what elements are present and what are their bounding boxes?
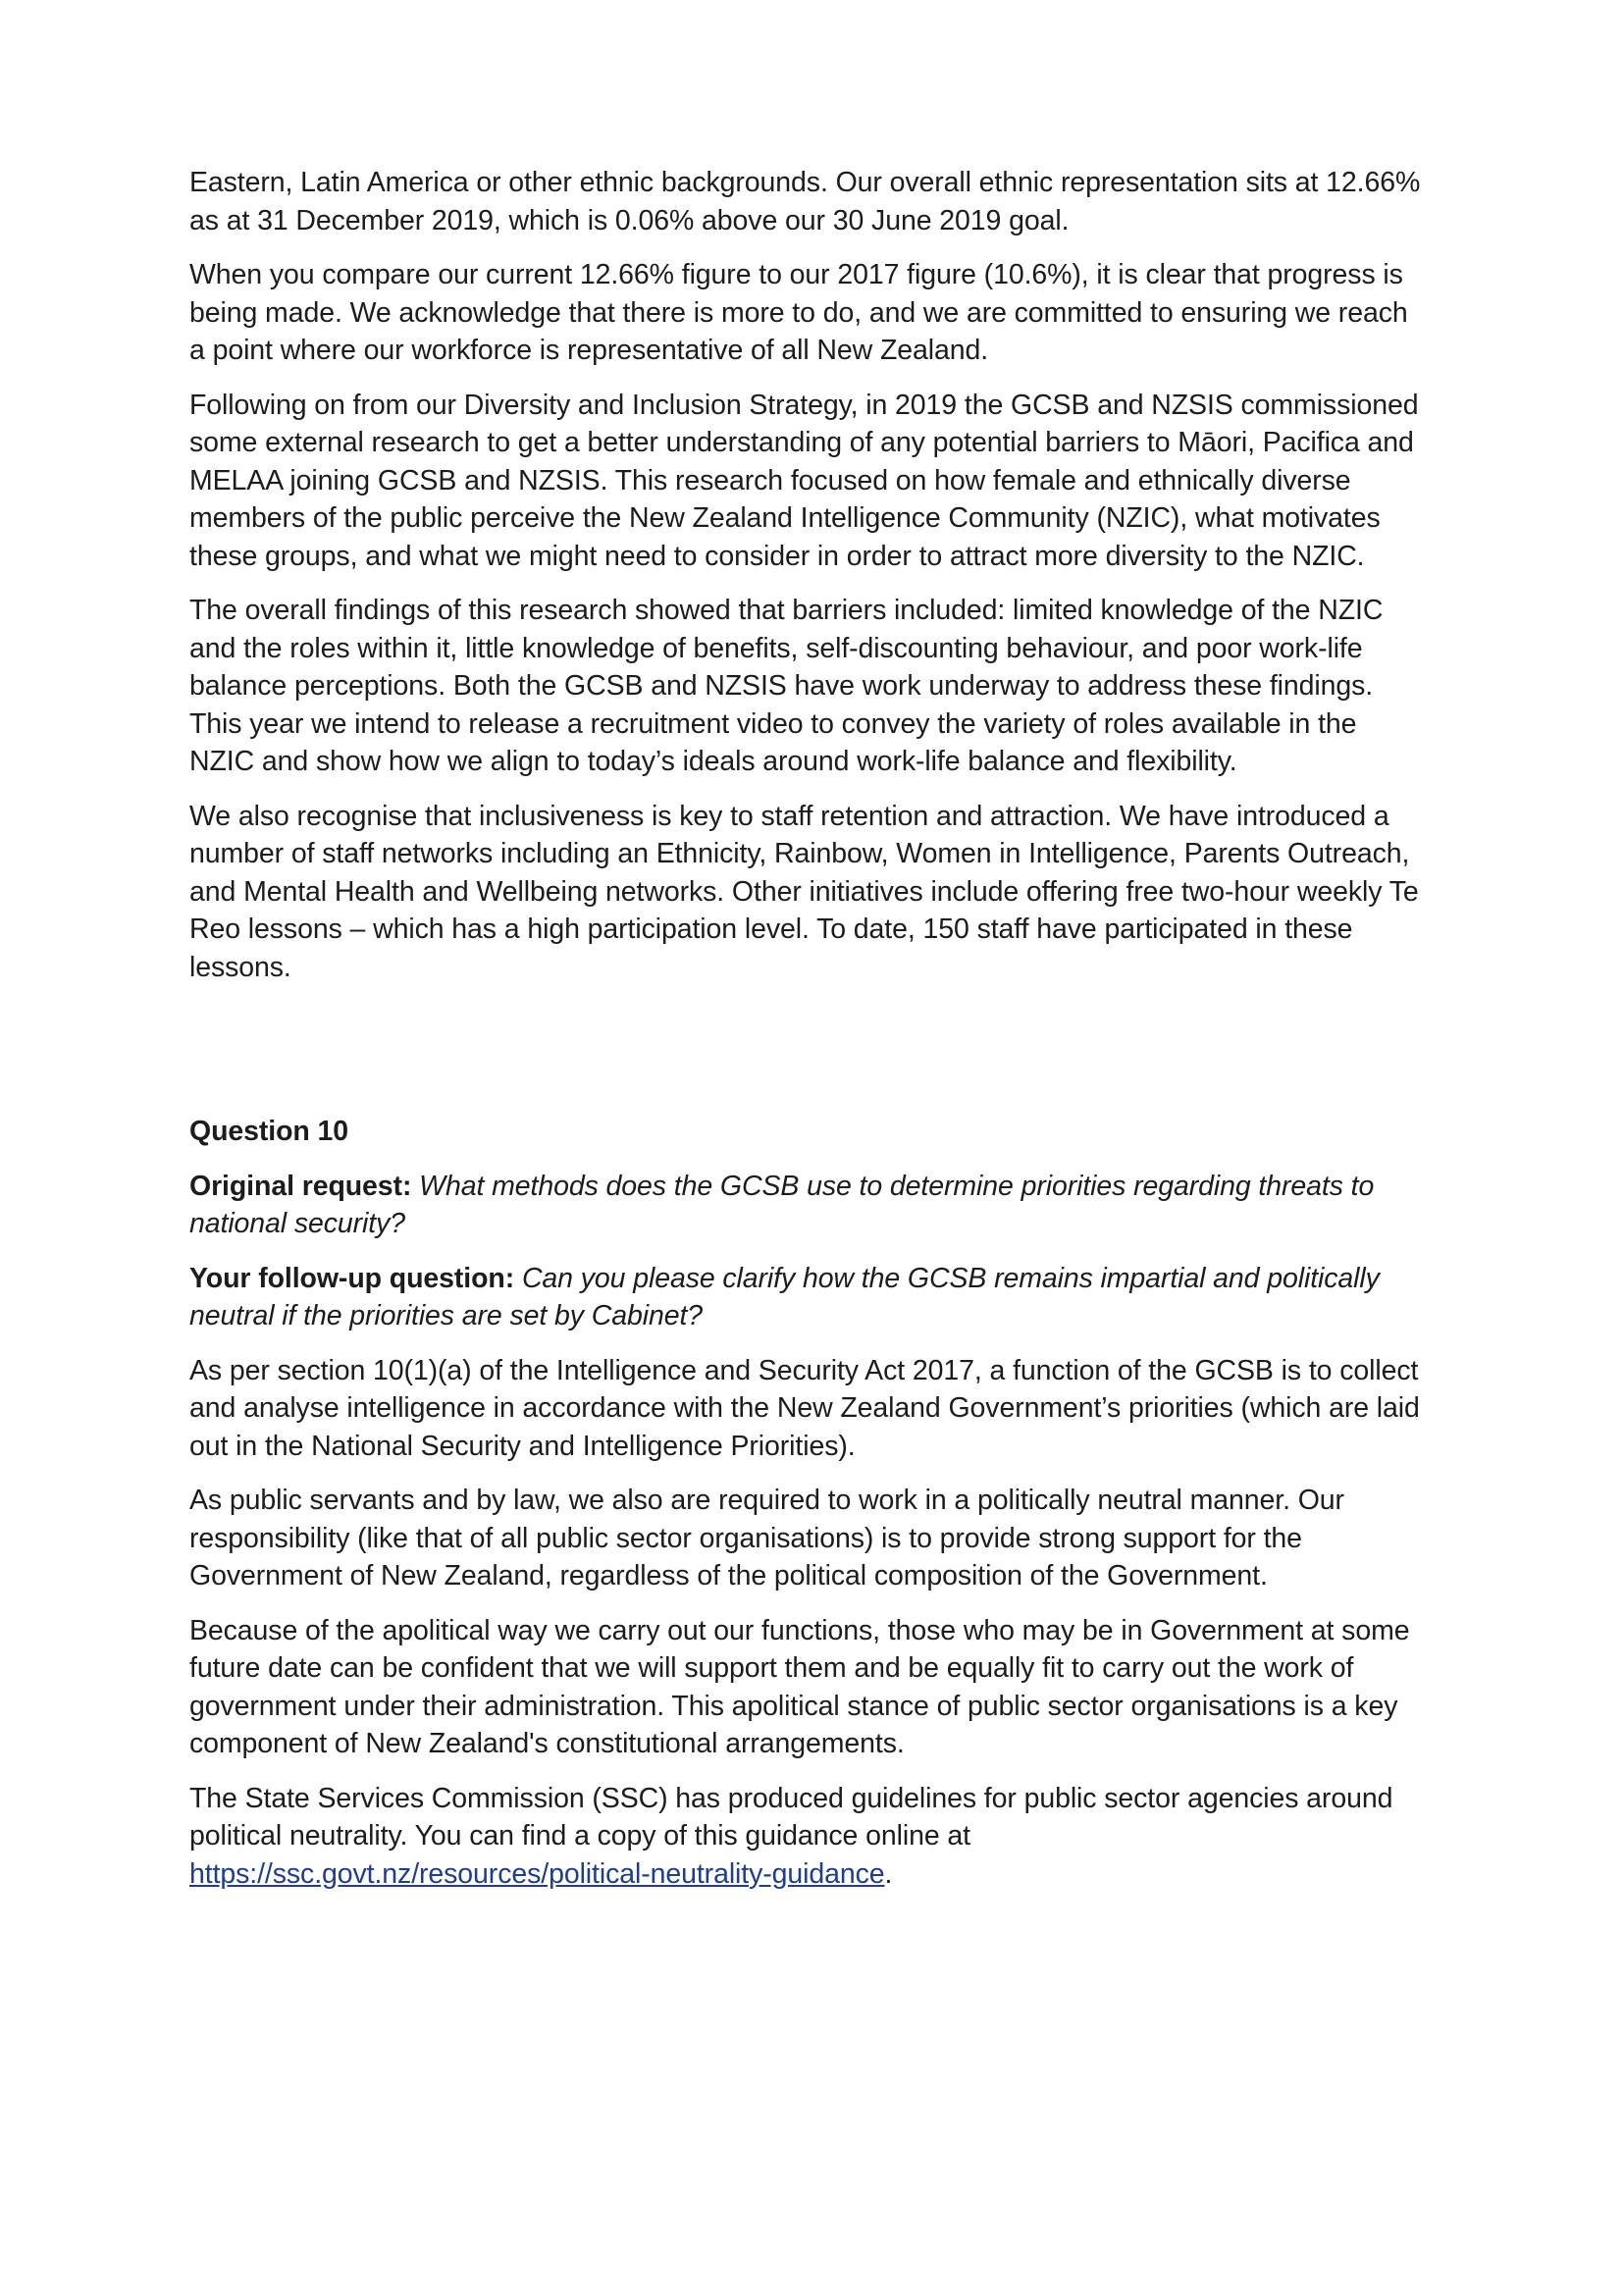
followup-question-text: Can you please clarify how the GCSB remains impartial and politically neutral if the priorities are set by Cabinet? [189, 1262, 1380, 1331]
paragraph: Eastern, Latin America or other ethnic backgrounds. Our overall ethnic representation sits at 12.66% as at 31 December 2019, which is 0.06% above our 30 June 2019 goal. [189, 167, 1421, 236]
paragraph: Following on from our Diversity and Inclusion Strategy, in 2019 the GCSB and NZSIS commissioned some external research to get a better understanding of any potential barriers to Māori, Pacifica and MELAA joining GCSB and NZSIS. This research focused on how female and ethnically diverse members of the public perceive the New Zealand Intelligence Community (NZIC), what motivates these groups, and what we might need to consider in order to attract more diversity to the NZIC. [189, 389, 1419, 572]
paragraph: When you compare our current 12.66% figure to our 2017 figure (10.6%), it is clear that progress is being made. We acknowledge that there is more to do, and we are committed to ensuring we reach a point where our workforce is representative of all New Zealand. [189, 259, 1408, 366]
guidance-paragraph [189, 1780, 1426, 1894]
original-request-text: What methods does the GCSB use to determine priorities regarding threats to national security? [189, 1170, 1375, 1239]
original-request-label: Original request: [189, 1170, 412, 1202]
answer-paragraph: As public servants and by law, we also are required to work in a politically neutral manner. Our responsibility (like that of all public sector organisations) is to provide strong support for the Government of New Zealand, regardless of the political composition of the Government. [189, 1485, 1344, 1592]
guidance-period: . [884, 1857, 893, 1890]
guidance-link[interactable]: https://ssc.govt.nz/resources/political-neutrality-guidance [189, 1857, 885, 1890]
followup-question [189, 1260, 1426, 1335]
original-request [189, 1168, 1426, 1243]
question-10-section [189, 1113, 1426, 1893]
paragraph: The overall findings of this research showed that barriers included: limited knowledge of the NZIC and the roles within it, little knowledge of benefits, self-discounting behaviour, and poor work-life balance perceptions. Both the GCSB and NZSIS have work underway to address these findings. This year we intend to release a recruitment video to convey the variety of roles available in the NZIC and show how we align to today’s ideals around work-life balance and flexibility. [189, 595, 1384, 777]
followup-question-label: Your follow-up question: [189, 1262, 515, 1294]
diversity-section [189, 164, 1426, 986]
paragraph: We also recognise that inclusiveness is key to staff retention and attraction. We have introduced a number of staff networks including an Ethnicity, Rainbow, Women in Intelligence, Parents Outreach, and Mental Health and Wellbeing networks. Other initiatives include offering free two-hour weekly Te Reo lessons – which has a high participation level. To date, 150 staff have participated in these lessons. [189, 800, 1419, 983]
question-heading: Question 10 [189, 1116, 349, 1147]
answer-paragraph: As per section 10(1)(a) of the Intelligence and Security Act 2017, a function of the GCSB is to collect and analyse intelligence in accordance with the New Zealand Government’s priorities (which are laid out in the National Security and Intelligence Priorities). [189, 1354, 1420, 1462]
document-body [189, 164, 1426, 1909]
guidance-text: The State Services Commission (SSC) has produced guidelines for public sector agencies around political neutrality. You can find a copy of this guidance online at [189, 1782, 1393, 1852]
answer-paragraph: Because of the apolitical way we carry out our functions, those who may be in Government at some future date can be confident that we will support them and be equally fit to carry out the work of government under their administration. This apolitical stance of public sector organisations is a key component of New Zealand's constitutional arrangements. [189, 1614, 1410, 1759]
